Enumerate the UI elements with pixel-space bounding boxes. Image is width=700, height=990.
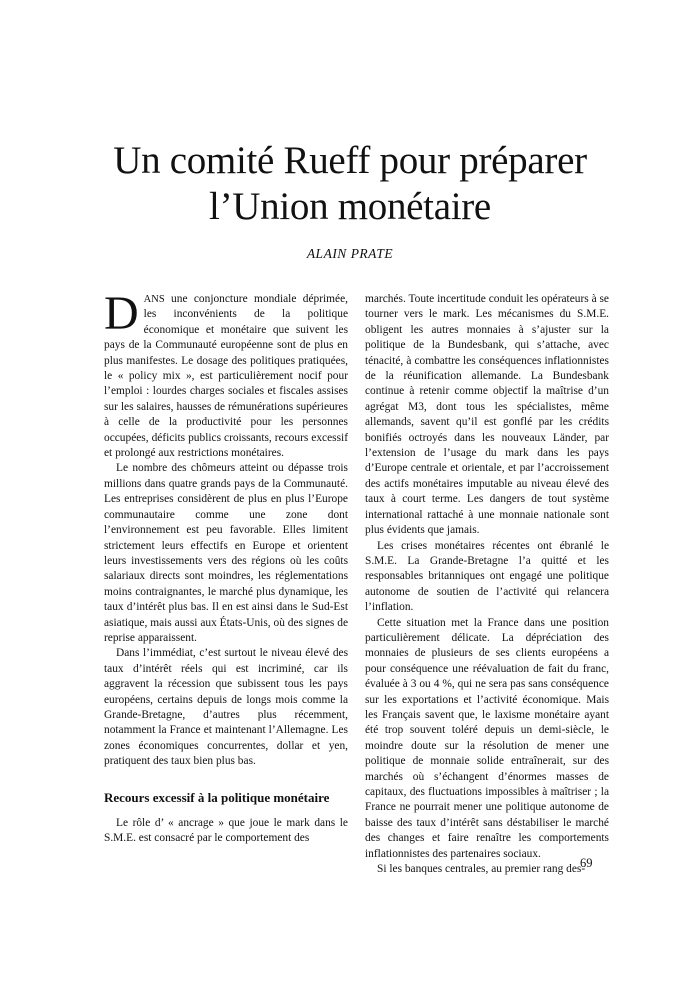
left-paragraph-1 — [104, 287, 348, 461]
article-title — [60, 138, 640, 230]
right-paragraph-1: marchés. Toute incertitude conduit les opérateurs à se tourner vers le mark. Les mécanismes du S.M.E. obligent les autres monnaies à s’ajuster sur la politique de la Bundesbank, qui s’attache, avec ténacité, à combattre les conséquences inflationnistes de la réunification allemande. La Bundesbank continue à retenir comme objectif la maîtrise d’un agrégat M3, dont tous les spécialistes, même allemands, savent qu’il est gonflé par les crédits bonifiés octroyés dans les nouveaux Länder, par l’extension de l’usage du mark dans les pays d’Europe centrale et orientale, et par l’accroissement des actifs monétaires imputable au niveau élevé des taux à court terme. Les dangers de tout système international rattaché à une monnaie nationale sont plus évidents que jamais. — [365, 293, 609, 537]
drop-cap: D — [104, 287, 139, 340]
right-paragraph-3: Cette situation met la France dans une position particulièrement délicate. La dépréciation des monnaies de plusieurs de ses clients européens a pour conséquence une réévaluation de fait du franc, évaluée à 3 ou 4 %, qui ne sera pas sans conséquence sur les exportations et l’activité économique. Mais les Français savent que, le laxisme monétaire ayant été trop souvent toléré depuis un demi-siècle, le moindre doute sur la résolution de mener une politique de monnaie solide entraînerait, sur des marchés où s’échangent d’énormes masses de capitaux, des fluctuations impossibles à maîtriser ; la France ne pourrait mener une politique autonome de baisse des taux d’intérêt sans déstabiliser le marché des changes et faire renaître les comportements inflationnistes des partenaires sociaux. — [365, 616, 609, 860]
left-paragraph-2: Le nombre des chômeurs atteint ou dépasse trois millions dans quatre grands pays de la Communauté. Les entreprises considèrent de plus en plus l’Europe communautaire comme une zone dont l’environnement est peu favorable. Elles limitent strictement leurs effectifs en Europe et orientent leurs investissements vers des régions où les coûts salariaux directs sont moindres, les réglementations moins contraignantes, le marché plus dynamique, les taux d’intérêt plus bas. Il en est ainsi dans le Sud-Est asiatique, mais aussi aux États-Unis, où des signes de reprise apparaissent. — [104, 462, 348, 644]
title-line-2: l’Union monétaire — [209, 185, 491, 228]
left-paragraph-1-text: une conjoncture mondiale déprimée, les inconvénients de la politique économique et monétaire que suivent les pays de la Communauté européenne sont de plus en plus manifestes. Le dosage des politiques pratiquées, le « policy mix », est particulièrement nocif pour l’emploi : lourdes charges sociales et fiscales assises sur les salaires, hausses de rémunérations supérieures à celle de la productivité pour les personnes occupées, déficits publics croissants, recours excessif et prolongé aux restrictions monétaires. — [104, 293, 348, 460]
article-author: ALAIN PRATE — [306, 246, 394, 261]
title-line-1: Un comité Rueff pour préparer — [113, 139, 587, 182]
first-word-rest: ANS — [143, 294, 165, 305]
right-paragraph-2: Les crises monétaires récentes ont ébranlé le S.M.E. La Grande-Bretagne l’a quitté et les responsables britanniques ont engagé une politique autonome de soutien de l’activité qui relancera l’inflation. — [365, 539, 609, 614]
left-paragraph-4: Le rôle d’ « ancrage » que joue le mark dans le S.M.E. est consacré par le comportement des — [104, 816, 348, 844]
left-paragraph-3: Dans l’immédiat, c’est surtout le niveau élevé des taux d’intérêt réels qui est incriminé, car ils aggravent la récession que subissent tous les pays européens, certains depuis de longs mois comme la Grande-Bretagne, d’autres plus récemment, notamment la France et maintenant l’Allemagne. Les zones économiques concurrentes, dollar et yen, pratiquent des taux bien plus bas. — [104, 647, 348, 768]
section-subheading: Recours excessif à la politique monétaire — [104, 789, 330, 805]
page-number: 69 — [580, 856, 593, 870]
left-column — [104, 287, 348, 846]
right-column — [365, 292, 609, 877]
right-paragraph-4: Si les banques centrales, au premier rang des- — [377, 863, 586, 876]
